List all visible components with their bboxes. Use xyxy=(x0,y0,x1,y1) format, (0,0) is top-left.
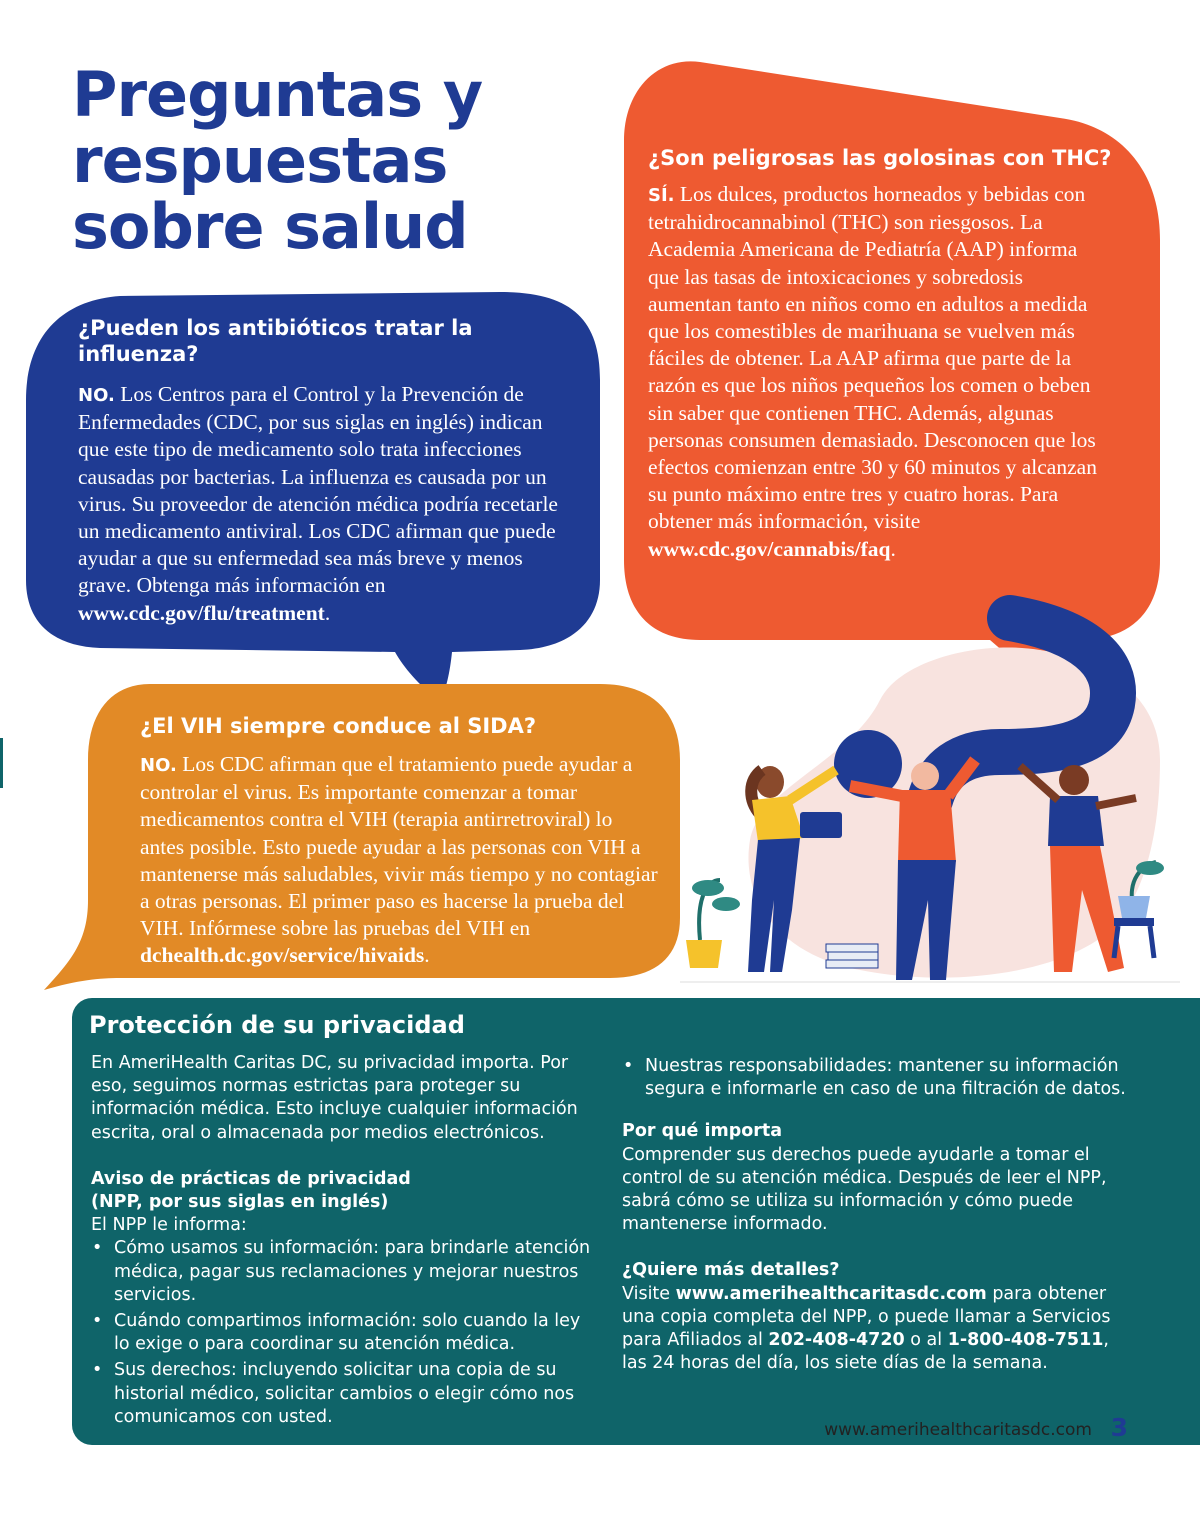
npp-list-continued xyxy=(622,1055,1127,1101)
npp-lead: El NPP le informa: xyxy=(91,1215,247,1236)
list-item: • Cuándo compartimos información: solo cuando la ley lo exige o para coordinar su atención médica. xyxy=(91,1310,601,1356)
antibiotics-question: ¿Pueden los antibióticos tratar la influenza? xyxy=(78,316,473,366)
phone-number-1[interactable]: 202-408-4720 xyxy=(768,1330,905,1351)
answer-body: Los CDC afirman que el tratamiento puede ayudar a controlar el virus. Es importante comenzar a tomar medicamentos contra el VIH (terapia antirretroviral) lo antes posible. Esto puede ayudar a las personas con VIH a mantenerse más saludables, vivir más tiempo y no contagiar a otras personas. El primer paso es hacerse la prueba del VIH. Infórmese sobre las pruebas del VIH en xyxy=(140,752,658,941)
answer-body: Los Centros para el Control y la Prevención de Enfermedades (CDC, por sus siglas en inglés) indican que este tipo de medicamento solo trata infecciones causadas por bacterias. La influenza es causada por un virus. Su proveedor de atención médica podría recetarle un medicamento antiviral. Los CDC afirman que puede ayudar a que su enfermedad sea más breve y menos grave. Obtenga más información en xyxy=(78,382,558,598)
more-text: Visite www.amerihealthcaritasdc.com para obtener una copia completa del NPP, o puede llamar a Servicios para Afiliados al 202-408-4720 o al 1-800-408-7511, las 24 horas del día, los siete días de la semana. xyxy=(622,1283,1111,1374)
privacy-left-column xyxy=(91,1052,601,1432)
npp-heading: Aviso de prácticas de privacidad (NPP, por sus siglas en inglés) xyxy=(91,1168,411,1213)
privacy-intro: En AmeriHealth Caritas DC, su privacidad importa. Por eso, seguimos normas estrictas para proteger su información médica. Esto incluye cualquier información escrita, oral o almacenada por medios electrónicos. xyxy=(91,1053,578,1143)
list-item: • Cómo usamos su información: para brindarle atención médica, pagar sus reclamaciones y mejorar nuestros servicios. xyxy=(91,1237,601,1307)
answer-lead: NO. xyxy=(78,385,115,406)
npp-list xyxy=(91,1237,601,1429)
page-number: 3 xyxy=(1110,1413,1128,1442)
edge-marker xyxy=(0,738,3,788)
thc-question: ¿Son peligrosas las golosinas con THC? xyxy=(648,146,1112,170)
hiv-question: ¿El VIH siempre conduce al SIDA? xyxy=(140,714,537,738)
hiv-answer: NO. Los CDC afirman que el tratamiento puede ayudar a controlar el virus. Es importante comenzar a tomar medicamentos contra el VIH (terapia antirretroviral) lo antes posible. Esto puede ayudar a las personas con VIH a mantenerse más saludables, vivir más tiempo y no contagiar a otras personas. El primer paso es hacerse la prueba del VIH. Infórmese sobre las pruebas del VIH en dchealth.dc.gov/service/hivaids. xyxy=(140,752,658,968)
why-text: Comprender sus derechos puede ayudarle a tomar el control de su atención médica. Después de leer el NPP, sabrá cómo se utiliza su información y cómo puede mantenerse informado. xyxy=(622,1144,1107,1235)
answer-lead: SÍ. xyxy=(648,185,675,206)
phone-number-2[interactable]: 1-800-408-7511 xyxy=(947,1330,1104,1351)
cdc-flu-link[interactable]: www.cdc.gov/flu/treatment xyxy=(78,600,325,625)
answer-body: Los dulces, productos horneados y bebidas con tetrahidrocannabinol (THC) son riesgosos. La Academia Americana de Pediatría (AAP) informa que las tasas de intoxicaciones y sobredosis aumentan tanto en niños como en adultos a medida que los comestibles de marihuana se vuelven más fáciles de obtener. La AAP afirma que parte de la razón es que los niños pequeños los comen o beben sin saber que contienen THC. Además, algunas personas consumen demasiado. Desconocen que los efectos comienzan entre 30 y 60 minutos y alcanzan su punto máximo entre tres y cuatro horas. Para obtener más información, visite xyxy=(648,182,1097,534)
privacy-title: Protección de su privacidad xyxy=(89,1011,465,1039)
dchealth-hiv-link[interactable]: dchealth.dc.gov/service/hivaids xyxy=(140,943,425,968)
list-item: • Nuestras responsabilidades: mantener su información segura e informarle en caso de una filtración de datos. xyxy=(622,1055,1127,1101)
thc-answer: SÍ. Los dulces, productos horneados y bebidas con tetrahidrocannabinol (THC) son riesgosos. La Academia Americana de Pediatría (AAP) informa que las tasas de intoxicaciones y sobredosis aumentan tanto en niños como en adultos a medida que los comestibles de marihuana se vuelven más fáciles de obtener. La AAP afirma que parte de la razón es que los niños pequeños los comen o beben sin saber que contienen THC. Además, algunas personas consumen demasiado. Desconocen que los efectos comienzan entre 30 y 60 minutos y alcanzan su punto máximo entre tres y cuatro horas. Para obtener más información, visite www.cdc.gov/cannabis/faq. xyxy=(648,182,1097,561)
more-heading: ¿Quiere más detalles? xyxy=(622,1260,840,1281)
amerihealth-link[interactable]: www.amerihealthcaritasdc.com xyxy=(675,1283,987,1304)
question-mark-illustration xyxy=(680,618,1180,982)
list-item: • Sus derechos: incluyendo solicitar una copia de su historial médico, solicitar cambios o elegir cómo nos comunicamos con usted. xyxy=(91,1359,601,1429)
page-title: Preguntas y respuestas sobre salud xyxy=(72,58,483,263)
answer-lead: NO. xyxy=(140,755,177,776)
antibiotics-answer: NO. Los Centros para el Control y la Prevención de Enfermedades (CDC, por sus siglas en inglés) indican que este tipo de medicamento solo trata infecciones causadas por bacterias. La influenza es causada por un virus. Su proveedor de atención médica podría recetarle un medicamento antiviral. Los CDC afirman que puede ayudar a que su enfermedad sea más breve y menos grave. Obtenga más información en www.cdc.gov/flu/treatment. xyxy=(78,382,558,625)
privacy-right-column xyxy=(622,1055,1127,1375)
footer-url[interactable]: www.amerihealthcaritasdc.com xyxy=(824,1420,1092,1440)
cdc-cannabis-link[interactable]: www.cdc.gov/cannabis/faq xyxy=(648,536,891,561)
why-heading: Por qué importa xyxy=(622,1121,783,1142)
